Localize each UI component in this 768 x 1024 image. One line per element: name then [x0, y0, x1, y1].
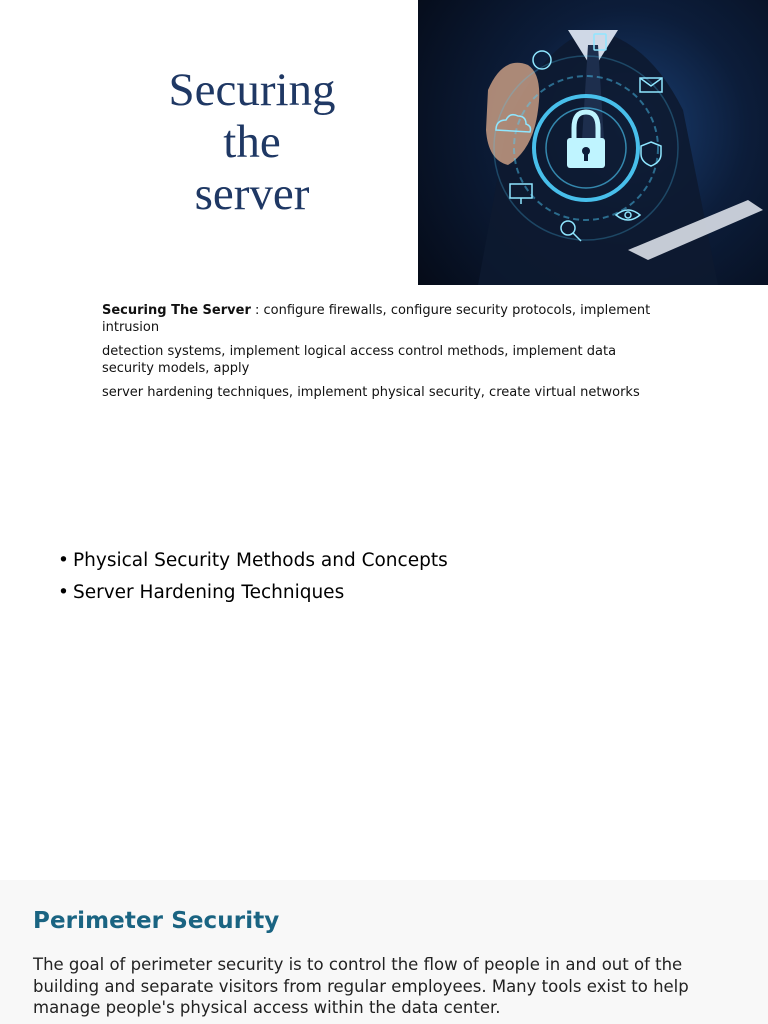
description-line-2: detection systems, implement logical access control methods, implement data security models, apply	[102, 344, 617, 376]
cybersecurity-hero-image	[418, 0, 768, 285]
title-line-1: Securing	[168, 64, 336, 116]
section-body	[33, 954, 733, 1019]
title-line-2: the	[223, 116, 281, 168]
topic-list	[58, 550, 698, 614]
perimeter-security-section	[0, 880, 768, 1024]
list-item-label: Physical Security Methods and Concepts	[73, 550, 448, 571]
description-label: Securing The Server	[102, 303, 251, 318]
page-title	[150, 64, 354, 220]
list-item	[58, 550, 698, 572]
section-heading: Perimeter Security	[33, 908, 280, 934]
description-line-1-text: : configure firewalls, configure security protocols, implement intrusion	[102, 303, 651, 335]
description-line-1	[102, 303, 662, 336]
body-line-2: building and separate visitors from regular employees. Many tools exist to help	[33, 976, 689, 996]
body-line-1: The goal of perimeter security is to control the flow of people in and out of the	[33, 955, 683, 974]
bullet-icon: •	[58, 582, 69, 603]
title-line-3: server	[194, 168, 310, 220]
hero-illustration	[418, 0, 768, 285]
list-item	[58, 582, 698, 604]
description-line-3: server hardening techniques, implement physical security, create virtual networks	[102, 385, 640, 400]
description-block	[102, 303, 662, 410]
body-line-3: manage people's physical access within the data center.	[33, 998, 501, 1017]
bullet-icon: •	[58, 550, 69, 571]
list-item-label: Server Hardening Techniques	[73, 582, 345, 603]
